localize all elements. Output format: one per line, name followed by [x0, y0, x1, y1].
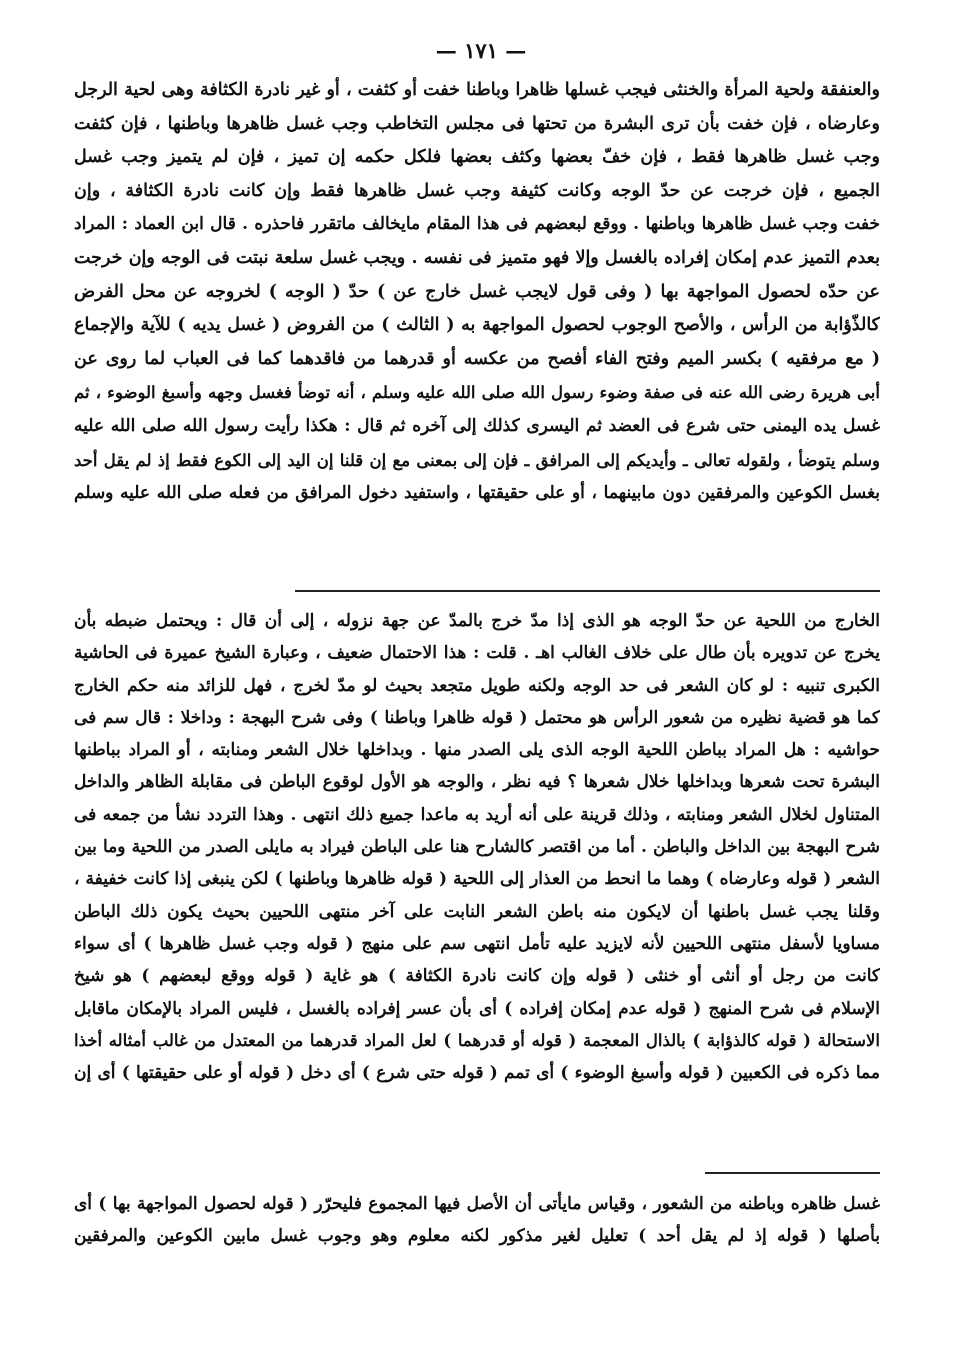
main-line: والعنفقة ولحية المرأة والخنثى فيجب غسلها ظاهرا وباطنا خفت أو كثفت ، أو غير نادرة الكثافة وهى لحية الرجل [74, 80, 880, 100]
page-number: — ١٧١ — [435, 38, 527, 63]
commentary-line: مما ذكره فى الكعبين ( قوله وأسبغ الوضوء ) أى تمم ( قوله حتى شرع ) أى دخل ( قوله أو على حقيقتها ) أى إن [74, 1063, 880, 1084]
commentary-line: الاستحالة ( قوله كالذؤابة ) بالذال المعجمة ( قوله أو قدرهما ) لعل المراد قدرهما من المعتدل من غالب أمثاله أخذا [74, 1030, 880, 1050]
commentary-line: يخرج عن تدويره بأن طال على خلاف الغالب اهـ . قلت : هذا الاحتمال ضعيف ، وعبارة الشيخ عميرة فى الحاشية [74, 643, 880, 664]
main-line: وجب غسل ظاهرها فقط ، فإن خفّ بعضها وكثف بعضها فلكل حكمه إن تميز ، فإن لم يتميز وجب غسل [74, 147, 880, 168]
main-line: أبى هريرة رضى الله عنه فى صفة وضوء رسول الله صلى الله عليه وسلم ، أنه توضأ فغسل وجهه وأسبغ الوضوء ، ثم [74, 383, 880, 403]
main-line: كالذّؤابة من الرأس ، والأصح الوجوب لحصول المواجهة به ( الثالث ) من الفروض ( غسل يديه ) للآية والإجماع [74, 315, 880, 336]
commentary-line: المتناول لخلال الشعر ومنابته ، وذلك قرينة على أنه أريد به ماعدا جميع ذلك انتهى . وهذا التردد نشأ من جمعه فى [74, 804, 880, 825]
commentary-line: الإسلام فى شرح المنهج ( قوله عدم إمكان إفراده ) أى بأن عسر إفراده بالغسل ، فليس المراد بالإمكان ماقابل [74, 998, 880, 1019]
footnote-line: بأصلها ( قوله إذ لم يقل أحد ) تعليل لغير مذكور لكنه معلوم وهو وجوب غسل مابين الكوعين والمرفقين [74, 1226, 880, 1246]
commentary-line: كما هو قضية نظيره من شعور الرأس هو محتمل ( قوله ظاهرا وباطنا ) وفى شرح البهجة : وداخلا : قال سم فى [74, 707, 880, 728]
commentary-line: شرح البهجة بين الداخل والباطن . أما من اقتصر كالشارح هنا على الباطن فيراد به مايلى الصدر من اللحية وما بين [74, 837, 880, 858]
commentary-line: مساويا لأسفل منتهى اللحيين لأنه لايزيد عليه تأمل انتهى سم على منهج ( قوله وجب غسل ظاهرها ) أى سواء [74, 933, 880, 954]
commentary-line: الخارج من اللحية عن حدّ الوجه هو الذى إذا مدّ خرج بالمدّ عن جهة نزوله ، إلى أن قال : ويحتمل ضبطه بأن [74, 611, 880, 631]
main-line: غسل يده اليمنى حتى شرع فى العضد ثم اليسرى كذلك إلى آخره ثم قال : هكذا رأيت رسول الله صلى الله عليه [74, 415, 880, 436]
commentary-line: كانت من رجل أو أنثى أو خنثى ( قوله وإن كانت نادرة الكثافة ) هو غاية ( قوله ووقع لبعضهم ) هو شيخ [74, 966, 880, 987]
commentary-line: الشعر ( قوله وعارضاه ) وهما ما انحط من العذار إلى اللحية ( قوله ظاهرها وباطنها ) لكن ينبغى إذا كانت خفيفة ، [74, 869, 880, 890]
main-line: الجميع ، فإن خرجت عن حدّ الوجه وكانت كثيفة وجب غسل ظاهرها فقط وإن كانت نادرة الكثافة ، وإن [74, 180, 880, 201]
main-line: بعدم التميز عدم إمكان إفراده بالغسل وإلا فهو متميز فى نفسه . ويجب غسل سلعة نبتت فى الوجه وإن خرجت [74, 247, 880, 268]
footnote-line: غسل ظاهره وباطنه من الشعور ، وقياس مايأتى أن الأصل فيها المجموع فليحرّر ( قوله لحصول المواجهة بها ) أى [74, 1194, 880, 1214]
commentary-line: وقلنا يجب غسل باطنها أن لايكون منه باطن الشعر النابت على آخر منتهى اللحيين بحيث يكون ذلك الباطن [74, 901, 880, 922]
section-divider [295, 590, 880, 592]
main-line: بغسل الكوعين والمرفقين دون مابينهما ، أو على حقيقتها ، واستفيد دخول المرافق من فعله صلى الله عليه وسلم [74, 483, 880, 504]
main-text [74, 74, 880, 511]
commentary-text [74, 605, 880, 1089]
main-line: ( مع مرفقيه ) بكسر الميم وفتح الفاء أفصح من عكسه أو قدرهما من فاقدهما كما فى العباب لما روى عن [74, 348, 880, 369]
commentary-line: حواشيه : هل المراد بباطن اللحية الوجه الذى يلى الصدر منها . وبداخلها خلال الشعر ومنابته ، أو المراد بباطنها [74, 740, 880, 761]
footnote-divider [705, 1172, 880, 1174]
main-line: وسلم يتوضأ ، ولقوله تعالى ـ وأيديكم إلى المرافق ـ فإن إلى بمعنى مع إن قلنا إن اليد إلى الكوع فقط إذ لم يقل أحد [74, 450, 880, 470]
commentary-line: الكبرى تنبيه : لو كان الشعر فى حد الوجه ولكنه طويل متجعد بحيث لو مدّ لخرج ، فهل للزائد منه حكم الخارج [74, 675, 880, 696]
main-line: خفت وجب غسل ظاهرها وباطنها . ووقع لبعضهم فى هذا المقام مايخالف ماتقرر فاحذره . قال ابن العماد : المراد [74, 214, 880, 235]
main-line: وعارضاه ، فإن خفت بأن ترى البشرة من تحتها فى مجلس التخاطب وجب غسل ظاهرها وباطنها ، فإن كثفت [74, 113, 880, 134]
commentary-line: البشرة تحت شعرها وبداخلها خلال شعرها ؟ فيه نظر ، والوجه هو الأول لوقوع الباطن فى مقابلة الظاهر والداخل [74, 772, 880, 793]
footnote-text [74, 1188, 880, 1252]
main-line: عن حدّه لحصول المواجهة بها ( وفى قول لايجب غسل خارج عن ) حدّ ( الوجه ) لخروجه عن محل الفرض [74, 281, 880, 302]
